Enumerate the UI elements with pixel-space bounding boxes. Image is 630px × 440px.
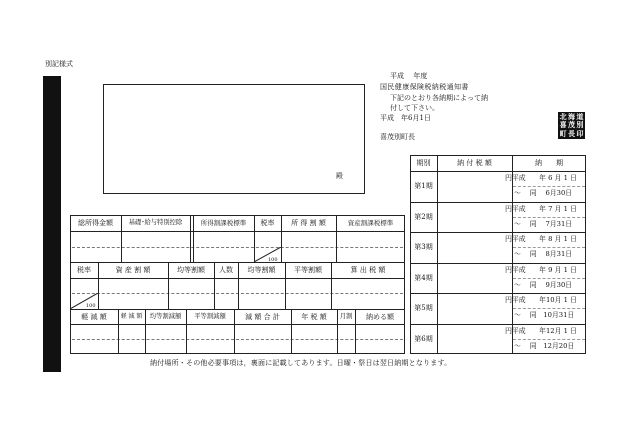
header-asset-tax-base: 資産割課税標準	[347, 219, 394, 227]
header-per-capita-levy-2: 均等割額	[247, 266, 276, 274]
header-income-tax-base: 所得割課税標準	[200, 219, 247, 227]
address-box	[103, 84, 365, 194]
installment-label: 第4期	[414, 273, 433, 282]
installment-label: 第6期	[414, 334, 433, 343]
due-to: ～ 同 8月31日	[514, 250, 573, 258]
header-per-capita-reduction: 均等割減額	[149, 313, 182, 320]
seal-char: 別	[576, 120, 584, 130]
form-label: 別記様式	[45, 60, 73, 68]
header-due-period: 納 期	[535, 159, 563, 167]
due-from: 平成 年 6 月 1 日	[512, 174, 577, 182]
seal-char: 町	[559, 128, 567, 138]
header-monthly-proration: 月割	[339, 313, 353, 320]
header-reduction-2: 軽 減 額	[120, 313, 143, 320]
due-to: ～ 同 7月31日	[514, 219, 573, 228]
seal-char: 茂	[567, 120, 575, 130]
notice-date: 平成 年6月1日	[380, 114, 431, 122]
header-flat-levy: 平等割額	[294, 266, 322, 274]
installment-label: 第5期	[414, 304, 433, 312]
fiscal-year: 平成 年度	[390, 72, 428, 80]
header-total-reduction: 減 額 合 計	[245, 313, 280, 321]
due-to: ～ 同 9月30日	[514, 280, 573, 289]
yen-mark: 円	[505, 296, 512, 304]
notice-title: 国民健康保険税納税通知書	[380, 83, 469, 91]
seal-char: 長	[567, 128, 575, 138]
due-to: ～ 同 6月30日	[514, 189, 573, 197]
header-asset-levy: 資 産 割 額	[115, 266, 151, 274]
yen-mark: 円	[505, 204, 512, 213]
header-amount-due: 納める額	[366, 313, 394, 321]
yen-mark: 円	[505, 265, 512, 274]
header-period: 期別	[416, 159, 431, 167]
installment-label: 第2期	[414, 212, 433, 221]
installment-label: 第1期	[414, 182, 433, 190]
due-to: ～ 同 12月20日	[514, 341, 575, 350]
honorific: 殿	[336, 172, 343, 180]
official-seal	[558, 112, 585, 139]
yen-mark: 円	[505, 326, 512, 335]
seal-char: 海	[567, 112, 575, 121]
yen-mark: 円	[505, 235, 512, 243]
header-payment-amount: 納 付 税 額	[457, 159, 492, 167]
seal-char: 喜	[559, 120, 567, 130]
rate-denominator-2: 100	[86, 303, 96, 309]
seal-char: 道	[576, 112, 584, 121]
header-total-income: 総所得金額	[78, 219, 113, 227]
header-asset-rate: 税率	[77, 266, 91, 274]
due-from: 平成 年10月 1 日	[512, 296, 577, 304]
installment-label: 第3期	[414, 243, 433, 251]
header-reduction-1: 軽 減 額	[81, 313, 107, 321]
rate-denominator-1: 100	[268, 257, 278, 263]
notice-body-2: 付して下さい。	[390, 104, 439, 112]
seal-char: 北	[559, 112, 567, 121]
header-head-count: 人数	[219, 266, 233, 274]
header-flat-reduction: 平等割減額	[194, 313, 226, 320]
issuer-name: 喜茂別町長	[380, 133, 415, 141]
binding-bar	[43, 76, 61, 372]
seal-char: 印	[576, 128, 584, 138]
notice-body-1: 下記のとおり各納期によって納	[390, 94, 488, 102]
header-per-capita-levy: 均等割額	[177, 266, 205, 274]
due-from: 平成 年 7 月 1 日	[512, 204, 577, 213]
due-from: 平成 年 8 月 1 日	[512, 235, 577, 243]
footer-note: 納付場所・その他必要事項は，裏面に記載してあります。日曜・祭日は翌日納期となります。	[150, 359, 452, 367]
header-income-levy: 所 得 割 額	[291, 219, 326, 227]
header-tax-rate: 税率	[260, 219, 275, 227]
due-to: ～ 同 10月31日	[514, 311, 575, 319]
header-computed-tax: 算 出 税 額	[350, 266, 386, 274]
due-from: 平成 年 9 月 1 日	[512, 265, 577, 274]
header-special-deduction: 基礎･給与特別控除	[128, 219, 183, 226]
yen-mark: 円	[505, 174, 512, 182]
due-from: 平成 年12月 1 日	[512, 326, 577, 335]
header-annual-tax: 年 税 額	[301, 313, 327, 321]
